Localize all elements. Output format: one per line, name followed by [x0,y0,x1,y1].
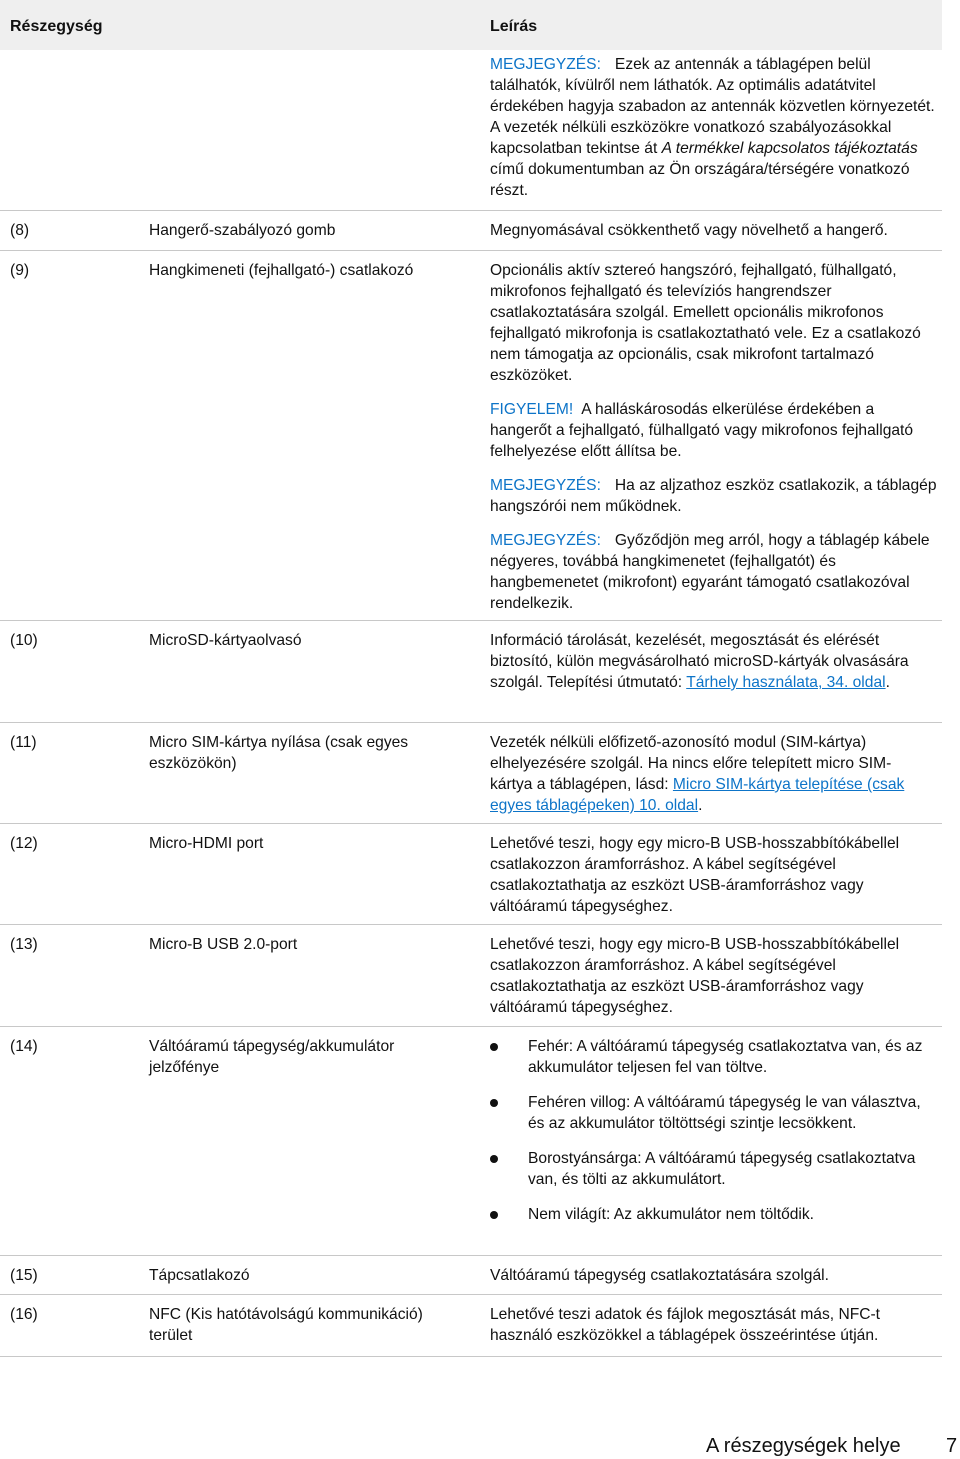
warning-text: A halláskárosodás elkerülése érdekében a hangerőt a fejhallgató, fülhallgató vagy mikrofonos fejhallgató felhelyezése előtt állítsa be. [490,401,914,460]
note-text: Ezek az antennák a táblagépen belül találhatók, kívülről nem láthatók. Az optimális adatátvitel érdekében hagyja szabadon az antennák közvetlen környezetét. A vezeték nélküli eszközökre vonatkozó szabályozásokkal kapcsolatban tekintse át [490,56,935,157]
row-description-block [490,260,938,614]
warning-label: FIGYELEM! [490,401,574,418]
description-end: . [698,797,703,814]
note-doc-title: A termékkel kapcsolatos tájékoztatás [661,140,918,157]
table-bottom-border [0,1356,942,1357]
table-row-10 [0,620,942,691]
note-label: MEGJEGYZÉS: [490,477,601,494]
list-item: Nem világít: Az akkumulátor nem töltődik. [490,1204,936,1225]
table-header [0,0,942,50]
header-part: Részegység [10,18,103,35]
table-row-15 [0,1255,942,1284]
row-part: MicroSD-kártyaolvasó [149,632,302,649]
row-part: Micro SIM-kártya nyílása (csak egyes eszközökön) [149,734,409,772]
note-text-end: című dokumentumban az Ön országára/térségére vonatkozó részt. [490,161,910,199]
row-part: NFC (Kis hatótávolságú kommunikáció) terület [149,1306,423,1344]
description-text: Információ tárolását, kezelését, megosztását és elérését biztosító, külön megvásárolható microSD-kártyák olvasására szolgál. Telepítési útmutató: [490,632,909,691]
footer-section-title: A részegységek helye [706,1435,901,1457]
row-description: Megnyomásával csökkenthető vagy növelhető a hangerő. [490,222,888,239]
row-number: (10) [10,632,38,649]
row-description: Lehetővé teszi adatok és fájlok megosztását más, NFC-t használó eszközökkel a táblagépek összeérintése útján. [490,1306,881,1344]
table-row-13 [0,924,942,1016]
storage-link[interactable]: Tárhely használata, 34. oldal [686,674,886,691]
row-description: Lehetővé teszi, hogy egy micro-B USB-hosszabbítókábellel csatlakozzon áramforráshoz. A kábel segítségével csatlakoztathatja az eszközt USB-áramforráshoz vagy váltóáramú tápegységhez. [490,936,900,1016]
description-text: Vezeték nélküli előfizető-azonosító modul (SIM-kártya) elhelyezésére szolgál. Ha nincs előre telepített micro SIM-kártya a táblagépen, lásd: [490,734,892,793]
table-row-8 [0,210,942,239]
antenna-note [490,54,938,201]
row-part: Tápcsatlakozó [149,1267,250,1284]
table-row-16 [0,1294,942,1344]
row-number: (16) [10,1306,38,1323]
row-number: (8) [10,222,30,239]
note-label: MEGJEGYZÉS: [490,532,601,549]
page-number: 7 [946,1435,958,1457]
row-description: Váltóáramú tápegység csatlakoztatására szolgál. [490,1267,829,1284]
table-row-9 [0,250,942,612]
row-description [490,732,930,816]
row-part: Hangkimeneti (fejhallgató-) csatlakozó [149,262,414,279]
row-description [490,630,938,693]
indicator-states [490,1036,936,1225]
note-label: MEGJEGYZÉS: [490,56,601,73]
sim-install-link[interactable]: Micro SIM-kártya telepítése (csak egyes táblagépeken) 10. oldal [490,776,905,814]
row-number: (15) [10,1267,38,1284]
row-part: Hangerő-szabályozó gomb [149,222,336,239]
row-description: Lehetővé teszi, hogy egy micro-B USB-hosszabbítókábellel csatlakozzon áramforráshoz. A kábel segítségével csatlakoztathatja az eszközt USB-áramforráshoz vagy váltóáramú tápegységhez. [490,835,900,915]
list-item: Borostyánsárga: A váltóáramú tápegység csatlakoztatva van, és tölti az akkumulátort. [490,1148,936,1190]
table-row-12 [0,823,942,915]
row-number: (13) [10,936,38,953]
row-part: Váltóáramú tápegység/akkumulátor jelzőfénye [149,1038,395,1076]
row-part: Micro-B USB 2.0-port [149,936,298,953]
row-number: (14) [10,1038,38,1055]
table-row-14 [0,1026,942,1223]
note-text: Győződjön meg arról, hogy a táblagép kábele négyeres, továbbá hangkimenetet (fejhallgatót) és hangbemenetet (mikrofont) egyaránt támogató csatlakozóval rendelkezik. [490,532,930,612]
row-number: (11) [10,734,37,751]
row-number: (12) [10,835,38,852]
list-item: Fehéren villog: A váltóáramú tápegység le van választva, és az akkumulátor töltöttségi szintje lecsökkent. [490,1092,936,1134]
row-description: Opcionális aktív sztereó hangszóró, fejhallgató, fülhallgató, mikrofonos fejhallgató és televíziós hangrendszer csatlakoztatására szolgál. Emellett opcionális mikrofonos fejhallgató mikrofonja is csatlakoztatható vele. Ez a csatlakozó nem támogatja az opcionális, csak mikrofont tartalmazó eszközöket. [490,262,921,384]
description-end: . [885,674,890,691]
row-number: (9) [10,262,30,279]
note-text: Ha az aljzathoz eszköz csatlakozik, a táblagép hangszórói nem működnek. [490,477,937,515]
header-description: Leírás [490,18,538,35]
list-item: Fehér: A váltóáramú tápegység csatlakoztatva van, és az akkumulátor teljesen fel van töltve. [490,1036,936,1078]
table-row-11 [0,722,942,814]
row-part: Micro-HDMI port [149,835,264,852]
